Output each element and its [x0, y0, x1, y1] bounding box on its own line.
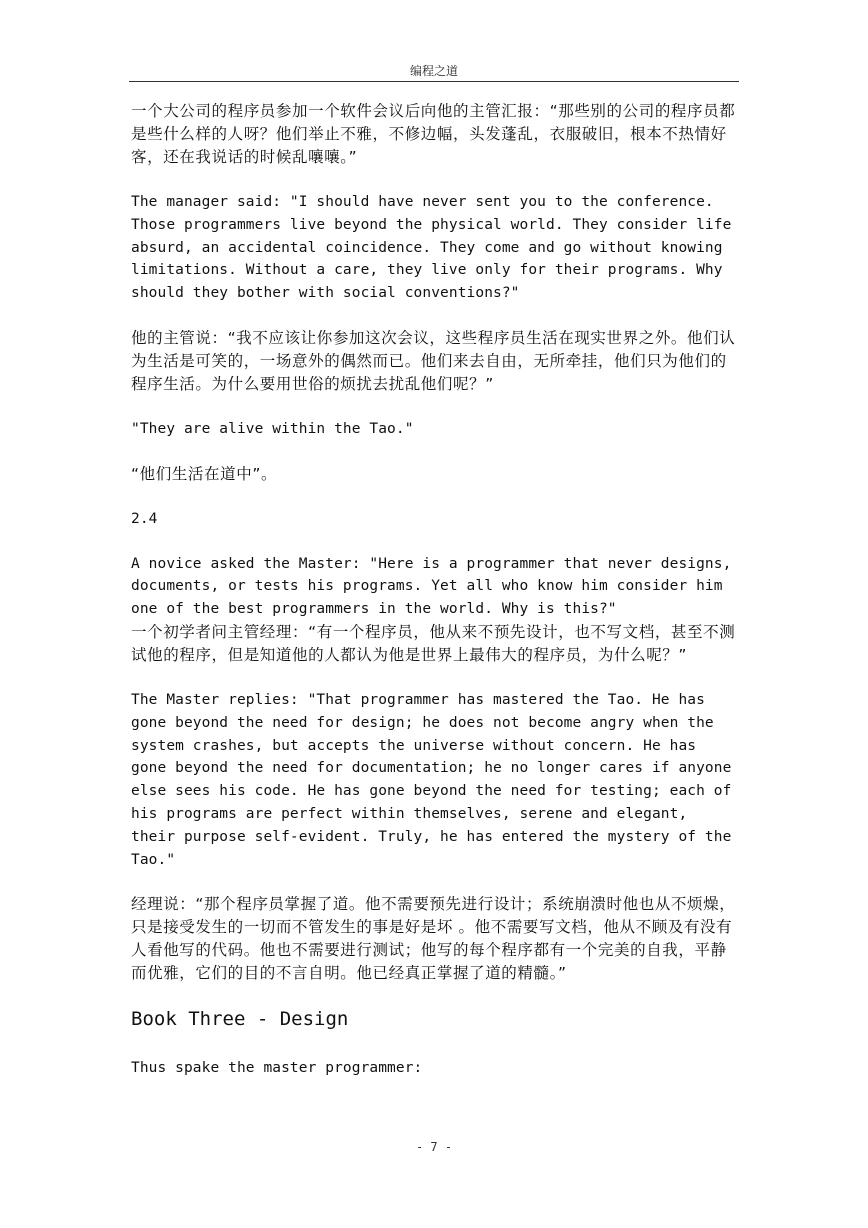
paragraph-master-en: The Master replies: "That programmer has mastered the Tao. He has gone beyond the need for design; he does not become angry when the system crashes, but accepts the universe without concern. He has gone beyond the need for documentation; he no longer cares if anyone else sees his code. He has gone beyond the need for testing; each of his programs are perfect within themselves, serene and elegant, their purpose self-evident. Truly, he has entered the mystery of the Tao." [131, 691, 741, 868]
paragraph-tao-quote-cn: “他们生活在道中”。 [131, 464, 278, 483]
section-number: 2.4 [131, 510, 158, 527]
paragraph-novice-en: A novice asked the Master: "Here is a programmer that never designs, documents, or tests his programs. Yet all who know him consider him one of the best programmers in the world. Why is this?" [131, 555, 741, 618]
header-divider [129, 81, 739, 82]
page-number: - 7 - [415, 1140, 453, 1154]
paragraph-report-cn: 一个大公司的程序员参加一个软件会议后向他的主管汇报：“那些别的公司的程序员都是些什么样的人呀？他们举止不雅，不修边幅，头发蓬乱，衣服破旧，根本不热情好客，还在我说话的时候乱嚷嚷。” [131, 102, 736, 166]
paragraph-master-cn: 经理说：“那个程序员掌握了道。他不需要预先进行设计；系统崩溃时他也从不烦燥，只是接受发生的一切而不管发生的事是好是坏 。他不需要写文档，他从不顾及有没有人看他写的代码。他也不需要进行测试；他写的每个程序都有一个完美的自我，平静而优雅，它们的目的不言自明。他已经真正掌握了道的精髓。” [131, 895, 736, 983]
page-body [131, 100, 739, 1102]
paragraph-manager-en: The manager said: "I should have never sent you to the conference. Those programmers live beyond the physical world. They consider life absurd, an accidental coincidence. They come and go without knowing limitations. Without a care, they live only for their programs. Why should they bother with social conventions?" [131, 194, 741, 302]
book-heading: Book Three - Design [131, 1008, 349, 1031]
paragraph-novice-cn: 一个初学者问主管经理：“有一个程序员，他从来不预先设计，也不写文档，甚至不测试他的程序，但是知道他的人都认为他是世界上最伟大的程序员，为什么呢？” [131, 622, 736, 664]
running-header: 编程之道 [409, 64, 458, 78]
closing-line: Thus spake the master programmer: [131, 1060, 423, 1077]
paragraph-tao-quote-en: "They are alive within the Tao." [131, 420, 414, 437]
paragraph-manager-cn: 他的主管说：“我不应该让你参加这次会议，这些程序员生活在现实世界之外。他们认为生活是可笑的，一场意外的偶然而已。他们来去自由，无所牵挂，他们只为他们的程序生活。为什么要用世俗的烦扰去扰乱他们呢？” [131, 328, 736, 393]
